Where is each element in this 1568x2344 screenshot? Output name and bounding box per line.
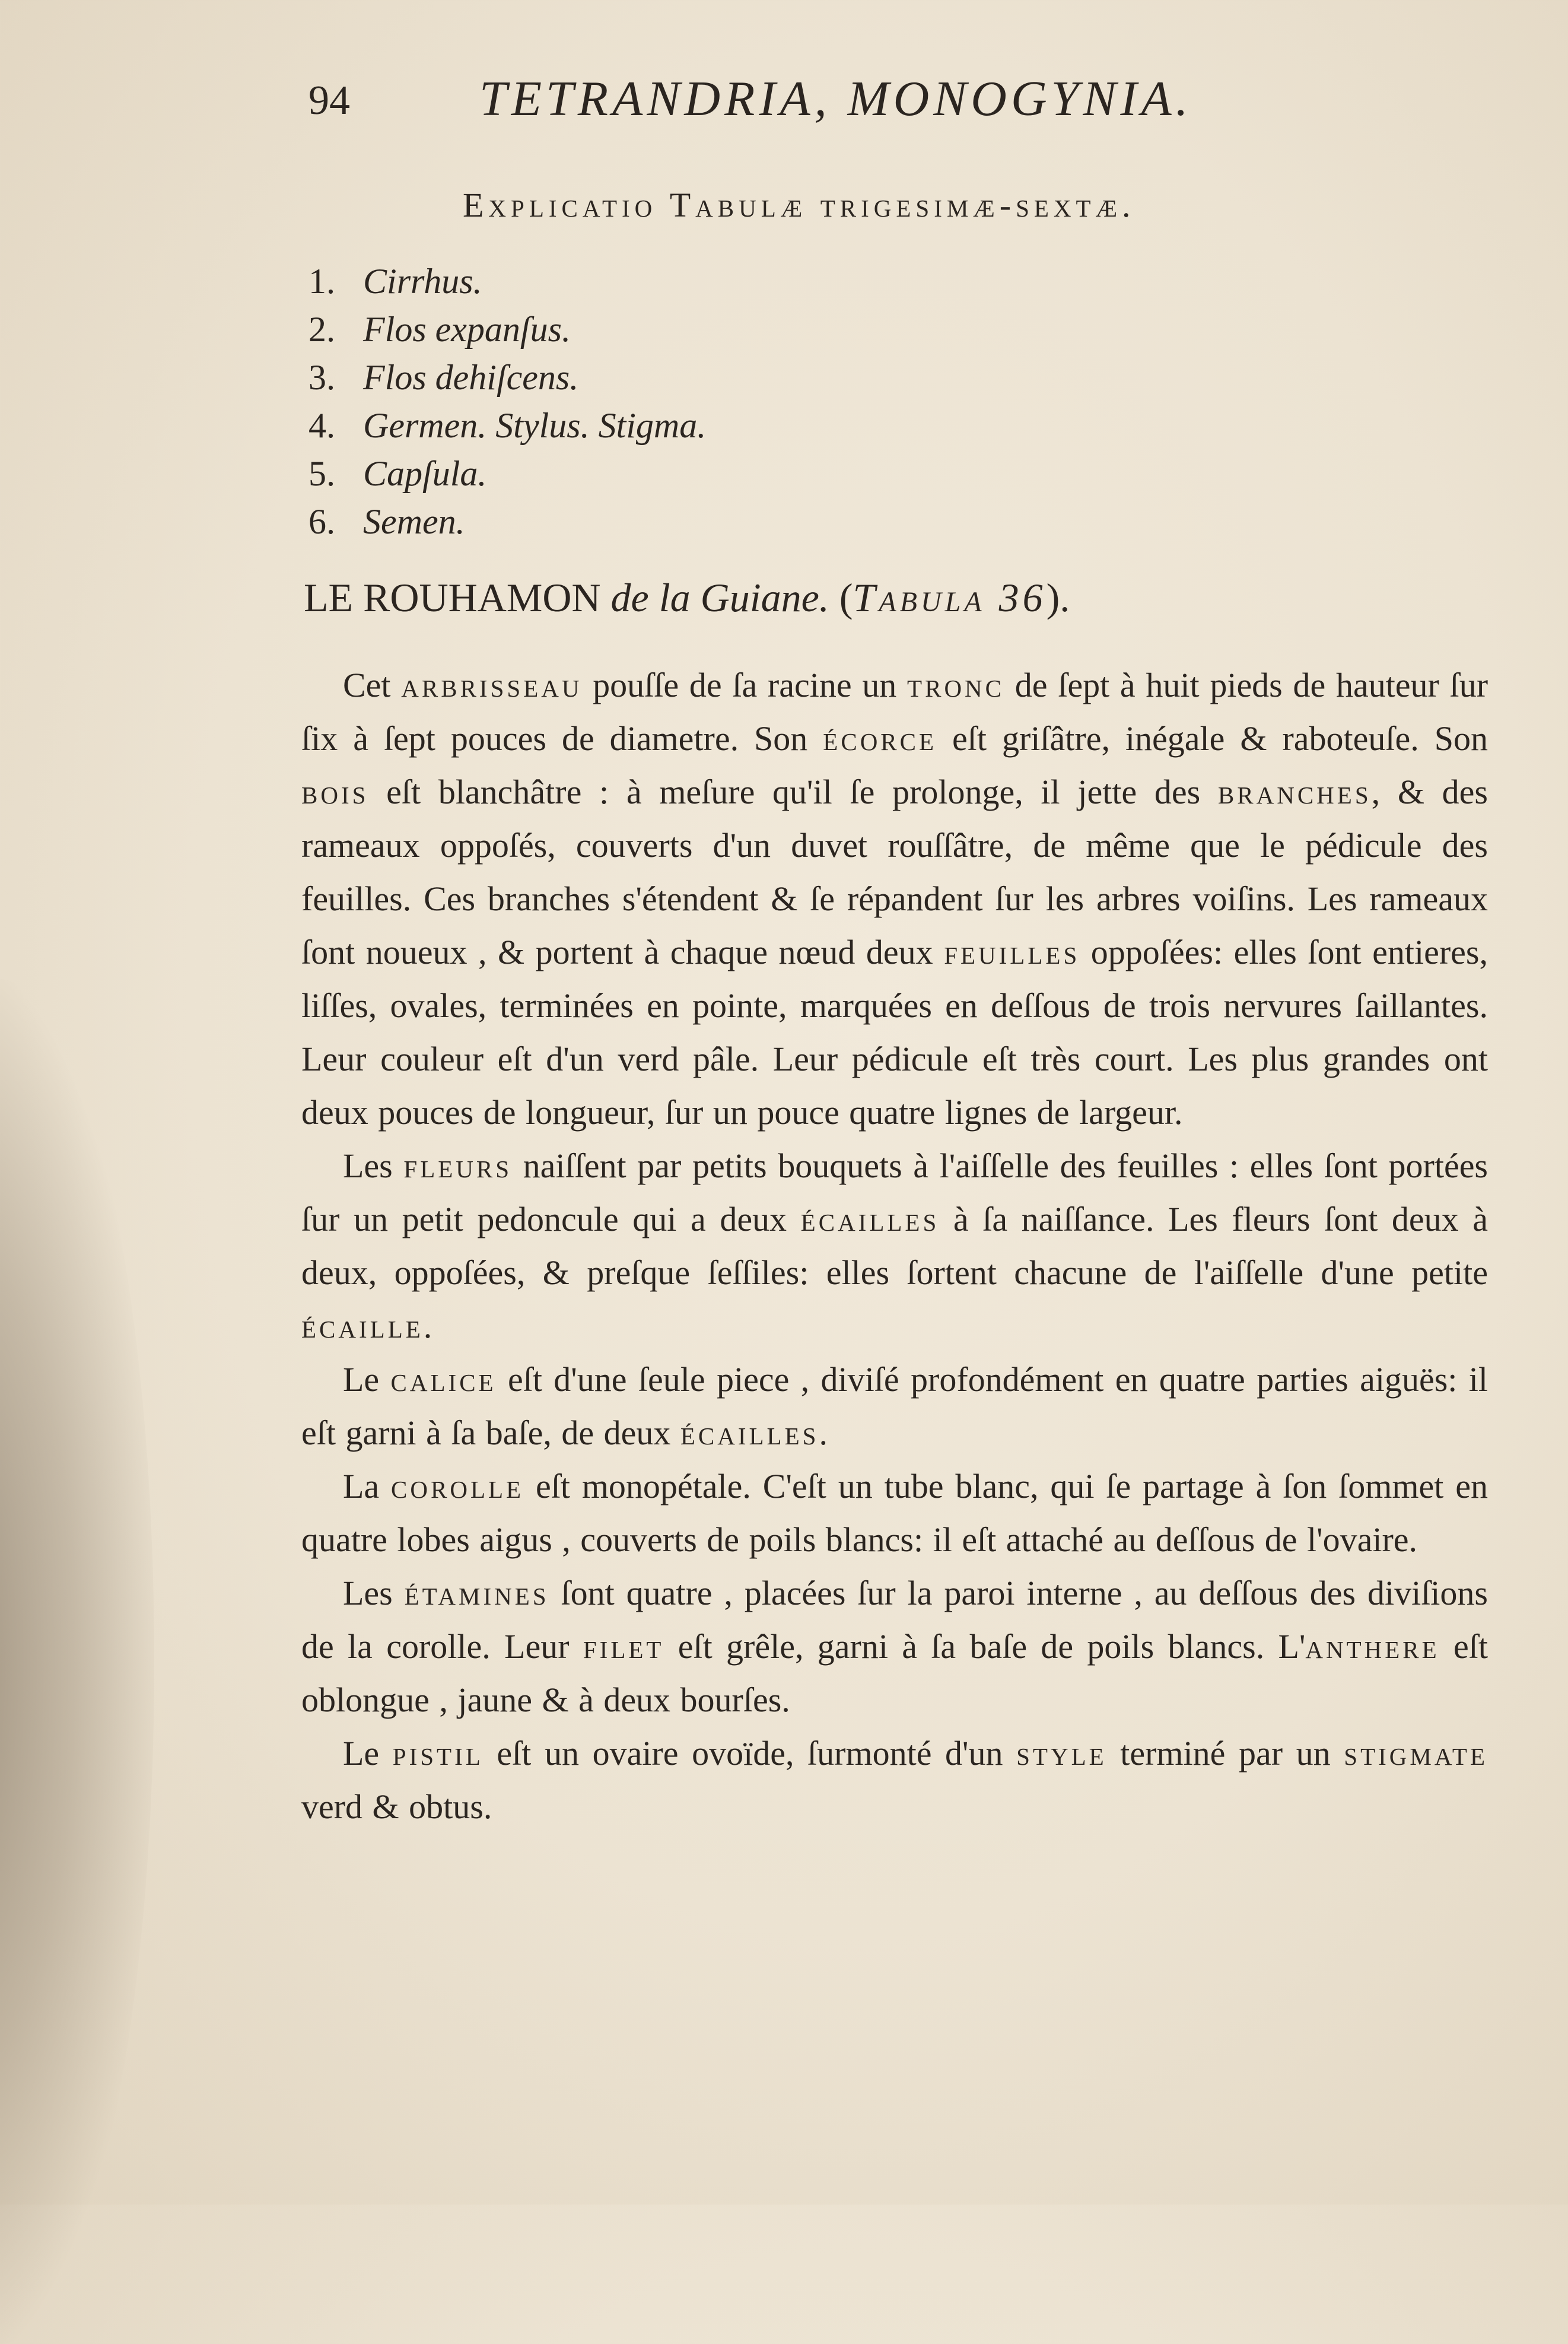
small-caps-term: feuilles [944, 933, 1080, 971]
small-caps-term: écorce [823, 719, 937, 758]
small-caps-term: pistil [392, 1734, 484, 1773]
text-run: eſt oblongue , jaune & à deux bourſes. [301, 1627, 1488, 1719]
paragraph-flowers [301, 1139, 1488, 1353]
small-caps-term: filet [583, 1627, 664, 1666]
text-run: Le [343, 1360, 391, 1399]
text-run: terminé par un [1106, 1734, 1344, 1773]
page-number: 94 [308, 78, 350, 123]
small-caps-term: écailles [800, 1200, 940, 1238]
small-caps-term: stigmate [1344, 1734, 1488, 1773]
caption-item [308, 261, 706, 309]
paragraph-corolla [301, 1460, 1488, 1567]
text-run: Le [343, 1734, 393, 1773]
text-run: eſt monopétale. C'eſt un tube blanc, qui ſe partage à ſon ſommet en quatre lobes aigus , couverts de poils blancs: il eſt attaché au deſſous de l'ovaire. [301, 1467, 1488, 1559]
caption-number: 3. [308, 358, 335, 397]
caption-text: Flos expanſus. [363, 310, 571, 349]
paragraph-calyx [301, 1353, 1488, 1460]
text-run: eſt griſâtre, inégale & raboteuſe. Son [937, 719, 1488, 758]
small-caps-term: anthere [1305, 1627, 1440, 1666]
text-run: ſont quatre , placées ſur la paroi interne , au deſſous des diviſions de la corolle. Leur [301, 1574, 1488, 1666]
caption-item [308, 453, 706, 501]
text-run: . [819, 1414, 828, 1452]
paragraph-pistil [301, 1727, 1488, 1834]
plate-reference: Tabula 36 [853, 575, 1047, 620]
caption-number: 4. [308, 406, 335, 445]
paren-close: ). [1046, 575, 1070, 620]
text-run: pouſſe de ſa racine un [582, 666, 908, 704]
text-run: verd & obtus. [301, 1787, 492, 1826]
caption-text: Semen. [363, 502, 465, 541]
text-run: La [343, 1467, 392, 1506]
running-head [308, 70, 1329, 135]
caption-item [308, 309, 706, 357]
caption-number: 1. [308, 262, 335, 301]
plant-locality: de la Guiane. [610, 575, 829, 620]
text-run: eſt d'une ſeule piece , diviſé profondément en quatre parties aiguës: il eſt garni à ſa baſe, de deux [301, 1360, 1488, 1452]
paragraph-stamens [301, 1567, 1488, 1727]
small-caps-term: fleurs [403, 1146, 513, 1185]
figure-caption-list [308, 261, 706, 550]
text-run: oppoſées: elles ſont entieres, liſſes, ovales, terminées en pointe, marquées en deſſous de trois nervures ſaillantes. Leur couleur eſt d'un verd pâle. Leur pédicule eſt très court. Les plus grandes ont deux pouces de longueur, ſur un pouce quatre lignes de largeur. [301, 933, 1488, 1132]
caption-text: Cirrhus. [363, 262, 482, 301]
text-run: Cet [343, 666, 402, 704]
text-run: eſt blanchâtre : à meſure qu'il ſe prolonge, il jette des [368, 773, 1218, 811]
caption-item [308, 501, 706, 550]
small-caps-term: tronc [907, 666, 1005, 704]
text-run: Les [343, 1574, 405, 1612]
caption-number: 6. [308, 502, 335, 541]
small-caps-term: style [1016, 1734, 1107, 1773]
small-caps-term: écailles [680, 1414, 819, 1452]
small-caps-term: écaille [301, 1307, 424, 1345]
text-run: eſt grêle, garni à ſa baſe de poils blancs. L' [664, 1627, 1306, 1666]
description-body [301, 659, 1488, 1834]
paren-open: ( [839, 575, 853, 620]
caption-item [308, 357, 706, 405]
section-heading [304, 574, 1070, 621]
text-run: de ſept à huit pieds de hauteur ſur ſix à ſept pouces de diametre. Son [301, 666, 1489, 758]
plant-name: LE ROUHAMON [304, 575, 601, 620]
caption-number: 5. [308, 454, 335, 493]
paragraph-description [301, 659, 1488, 1139]
caption-number: 2. [308, 310, 335, 349]
small-caps-term: corolle [391, 1467, 524, 1506]
small-caps-term: bois [301, 773, 369, 811]
text-run: à ſa naiſſance. Les fleurs ſont deux à deux, oppoſées, & preſque ſeſſiles: elles ſortent chacune de l'aiſſelle d'une petite [301, 1200, 1488, 1292]
caption-text: Germen. Stylus. Stigma. [363, 406, 707, 445]
text-run: . [423, 1307, 432, 1345]
text-run: Les [343, 1146, 404, 1185]
small-caps-term: arbrisseau [401, 666, 583, 704]
small-caps-term: branches [1217, 773, 1372, 811]
caption-text: Flos dehiſcens. [363, 358, 579, 397]
plate-explanation-heading: Explicatio Tabulæ trigesimæ-sextæ. [463, 186, 1136, 224]
text-run: naiſſent par petits bouquets à l'aiſſelle des feuilles : elles ſont portées ſur un petit pedoncule qui a deux [301, 1146, 1489, 1238]
text-run: , & des rameaux oppoſés, couverts d'un duvet rouſſâtre, de même que le pédicule des feuilles. Ces branches s'étendent & ſe répandent ſur les arbres voiſins. Les rameaux ſont noueux , & portent à chaque nœud deux [301, 773, 1488, 971]
caption-text: Capſula. [363, 454, 487, 493]
running-title: TETRANDRIA, MONOGYNIA. [479, 71, 1192, 126]
small-caps-term: étamines [404, 1574, 549, 1612]
caption-item [308, 405, 706, 453]
text-run: eſt un ovaire ovoïde, ſurmonté d'un [483, 1734, 1017, 1773]
small-caps-term: calice [390, 1360, 497, 1399]
